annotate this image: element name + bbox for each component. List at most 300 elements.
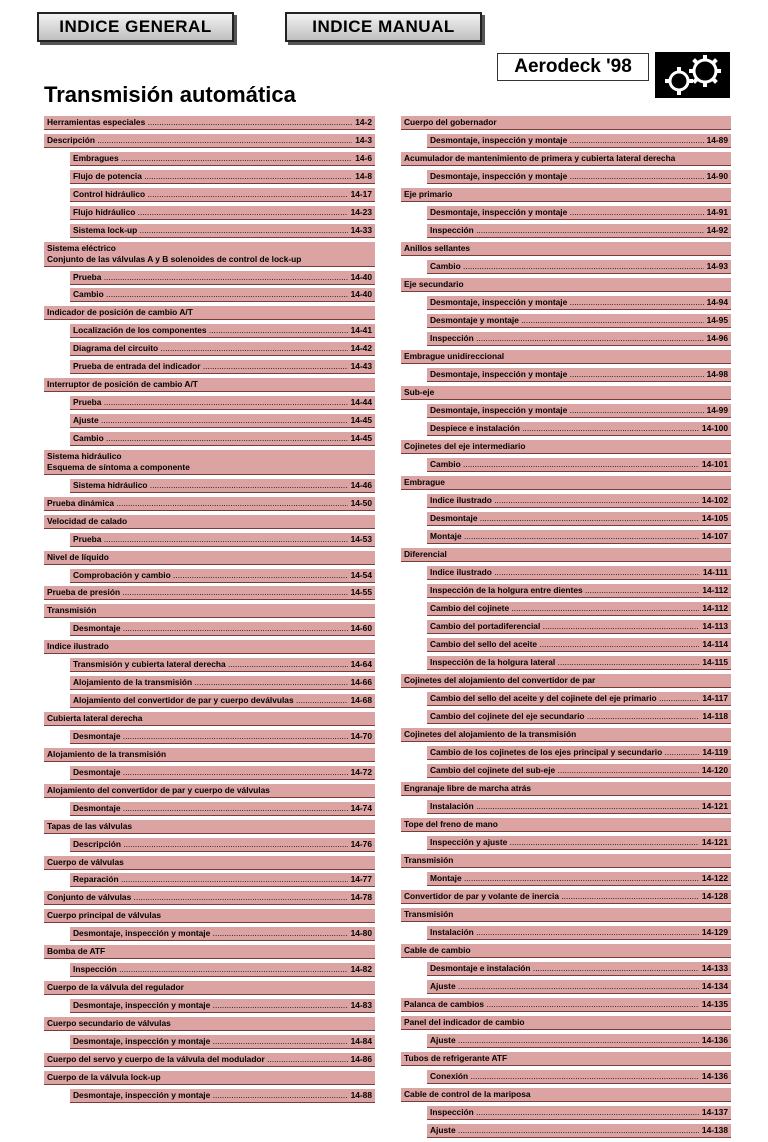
- toc-entry[interactable]: [427, 602, 731, 616]
- toc-label: Cuerpo de la válvula lock-up: [47, 1071, 161, 1082]
- toc-page-number: 14-137: [701, 1107, 728, 1117]
- toc-label: Reparación .....: [73, 874, 348, 885]
- toc-page-number: 14-112: [702, 585, 728, 595]
- toc-label: Anillos sellantes: [404, 243, 471, 253]
- toc-label: Ajuste .....: [430, 1035, 699, 1046]
- indice-general-button[interactable]: INDICE GENERAL: [37, 12, 234, 42]
- toc-entry[interactable]: [427, 530, 731, 544]
- toc-label: Cuerpo principal de válvulas: [47, 910, 162, 921]
- toc-section[interactable]: [44, 134, 375, 148]
- toc-page-number: 14-80: [350, 928, 372, 939]
- toc-label: Despiece e instalación .....: [430, 423, 699, 434]
- toc-label: Prueba de presión .....: [47, 587, 348, 598]
- toc-label: Inspección .....: [73, 964, 348, 975]
- toc-section[interactable]: [44, 604, 375, 618]
- toc-page-number: 14-8: [355, 170, 372, 181]
- toc-section[interactable]: [401, 1088, 731, 1102]
- toc-label: Montaje .....: [430, 531, 699, 542]
- toc-label: Cuerpo de la válvula del regulador: [47, 982, 184, 993]
- toc-section[interactable]: [401, 386, 731, 400]
- toc-section[interactable]: [44, 497, 375, 511]
- toc-label: Embragues .....: [73, 153, 352, 164]
- toc-section[interactable]: [401, 476, 731, 490]
- toc-page-number: 14-100: [701, 423, 728, 433]
- toc-label: Desmontaje .....: [73, 767, 348, 778]
- toc-entry[interactable]: [427, 1070, 731, 1084]
- toc-page-number: 14-119: [702, 747, 728, 757]
- toc-label: Desmontaje, inspección y montaje .....: [430, 171, 704, 182]
- toc-entry[interactable]: [427, 512, 731, 526]
- toc-page-number: 14-134: [701, 981, 728, 991]
- toc-label: Conexión .....: [430, 1071, 699, 1082]
- toc-label: Sistema lock-up .....: [73, 225, 348, 236]
- toc-label: Palanca de cambios .....: [404, 999, 699, 1010]
- toc-section[interactable]: [401, 944, 731, 958]
- toc-label: Tapas de las válvulas: [47, 820, 133, 831]
- toc-label: Comprobación y cambio .....: [73, 570, 348, 581]
- toc-label: Cojinetes del alojamiento de la transmisión: [404, 729, 577, 739]
- toc-page-number: 14-96: [706, 333, 728, 343]
- toc-entry[interactable]: [427, 458, 731, 472]
- toc-entry[interactable]: [70, 999, 375, 1013]
- toc-section[interactable]: [44, 640, 375, 654]
- toc-page-number: 14-53: [350, 533, 372, 544]
- toc-page-number: 14-99: [706, 405, 728, 415]
- toc-page-number: 14-3: [355, 134, 372, 145]
- toc-label: Transmisión: [47, 605, 97, 616]
- toc-entry[interactable]: [70, 838, 375, 852]
- toc-section[interactable]: [401, 116, 731, 130]
- toc-section[interactable]: [401, 242, 731, 256]
- toc-label: Tubos de refrigerante ATF: [404, 1053, 508, 1063]
- toc-section[interactable]: [44, 242, 375, 267]
- toc-label: Nivel de líquido: [47, 551, 109, 562]
- toc-label: Desmontaje, inspección y montaje .....: [430, 135, 704, 146]
- toc-entry[interactable]: [427, 206, 731, 220]
- toc-page-number: 14-70: [350, 730, 372, 741]
- toc-page-number: 14-90: [706, 171, 728, 181]
- toc-page-number: 14-115: [702, 657, 728, 667]
- toc-label: Sistema hidráulico .....: [73, 480, 348, 491]
- toc-label: Prueba dinámica .....: [47, 498, 348, 509]
- toc-entry[interactable]: [70, 342, 375, 356]
- toc-page-number: 14-84: [350, 1035, 372, 1046]
- gears-icon: [655, 52, 730, 98]
- toc-label: Panel del indicador de cambio: [404, 1017, 525, 1027]
- toc-section[interactable]: [44, 515, 375, 529]
- toc-page-number: 14-98: [706, 369, 728, 379]
- toc-label: Cuerpo de válvulas: [47, 856, 124, 867]
- toc-label: Montaje .....: [430, 873, 699, 884]
- toc-section[interactable]: [401, 548, 731, 562]
- toc-entry[interactable]: [427, 800, 731, 814]
- toc-entry[interactable]: [70, 802, 375, 816]
- toc-section[interactable]: [401, 152, 731, 166]
- toc-entry[interactable]: [427, 1124, 731, 1138]
- toc-page-number: 14-118: [702, 711, 728, 721]
- toc-page-number: 14-111: [702, 567, 728, 577]
- toc-label: Ajuste .....: [73, 415, 348, 426]
- toc-label: Desmontaje, inspección y montaje .....: [73, 928, 348, 939]
- toc-label: Cubierta lateral derecha: [47, 713, 143, 723]
- toc-label: Indice ilustrado: [47, 641, 109, 652]
- toc-label: Eje secundario: [404, 279, 464, 289]
- toc-page-number: 14-6: [355, 152, 372, 163]
- toc-label: Cambio de los cojinetes de los ejes principal y secundario .....: [430, 747, 699, 758]
- toc-entry[interactable]: [427, 980, 731, 994]
- toc-entry[interactable]: [427, 692, 731, 706]
- toc-entry[interactable]: [70, 432, 375, 446]
- toc-label: Cuerpo del servo y cuerpo de la válvula del modulador .....: [47, 1054, 348, 1065]
- toc-page-number: 14-121: [701, 801, 728, 811]
- toc-label: Diferencial: [404, 549, 447, 559]
- toc-label: Convertidor de par y volante de inercia .....: [404, 891, 699, 902]
- toc-label: Velocidad de calado: [47, 515, 128, 526]
- toc-section[interactable]: [401, 440, 731, 454]
- toc-page-number: 14-107: [701, 531, 728, 541]
- toc-entry[interactable]: [427, 926, 731, 940]
- toc-entry[interactable]: [70, 170, 375, 184]
- toc-page-number: 14-60: [350, 623, 372, 634]
- toc-label: Herramientas especiales .....: [47, 117, 352, 128]
- model-label: Aerodeck '98: [497, 53, 649, 81]
- toc-page-number: 14-43: [350, 361, 372, 372]
- toc-page-number: 14-86: [350, 1053, 372, 1064]
- toc-page-number: 14-68: [350, 695, 372, 706]
- toc-label: Alojamiento del convertidor de par y cuerpo de válvulas: [47, 784, 270, 795]
- toc-label: Inspección .....: [430, 225, 704, 236]
- toc-label: Cojinetes del alojamiento del convertidor de par: [404, 675, 596, 685]
- toc-page-number: 14-114: [702, 639, 728, 649]
- toc-section[interactable]: [44, 909, 375, 923]
- toc-section[interactable]: [44, 1053, 375, 1067]
- toc-label: Transmisión y cubierta lateral derecha .....: [73, 659, 348, 670]
- toc-entry[interactable]: [70, 766, 375, 780]
- toc-page-number: 14-129: [701, 927, 728, 937]
- toc-label: Flujo hidráulico .....: [73, 207, 348, 218]
- toc-label: Embrague unidireccional: [404, 351, 505, 361]
- toc-page-number: 14-89: [706, 135, 728, 145]
- toc-entry[interactable]: [70, 873, 375, 887]
- toc-entry[interactable]: [70, 188, 375, 202]
- toc-entry[interactable]: [427, 764, 731, 778]
- toc-label: Descripción .....: [73, 839, 348, 850]
- toc-label: Prueba de entrada del indicador .....: [73, 361, 348, 372]
- toc-label: Transmisión: [404, 909, 454, 919]
- toc-label: Cambio del sello del aceite y del cojinete del eje primario .....: [430, 693, 699, 704]
- toc-section[interactable]: [44, 945, 375, 959]
- toc-label: Alojamiento de la transmisión .....: [73, 677, 348, 688]
- toc-label: Tope del freno de mano: [404, 819, 498, 829]
- indice-manual-button[interactable]: INDICE MANUAL: [285, 12, 482, 42]
- toc-label: Cambio del sello del aceite .....: [430, 639, 699, 650]
- toc-section[interactable]: [44, 712, 375, 726]
- toc-label: Desmontaje .....: [430, 513, 699, 524]
- toc-label: Desmontaje y montaje .....: [430, 315, 704, 326]
- toc-entry[interactable]: [70, 694, 375, 708]
- toc-page-number: 14-74: [350, 802, 372, 813]
- toc-entry[interactable]: [427, 584, 731, 598]
- toc-page-number: 14-64: [350, 659, 372, 670]
- toc-label: Eje primario: [404, 189, 453, 199]
- toc-entry[interactable]: [70, 288, 375, 302]
- toc-label: Cojinetes del eje intermediario: [404, 441, 526, 451]
- toc-page-number: 14-2: [355, 117, 372, 127]
- toc-label: Cambio del cojinete del sub-eje .....: [430, 765, 699, 776]
- toc-page-number: 14-54: [350, 569, 372, 580]
- toc-page-number: 14-23: [350, 206, 372, 217]
- toc-label: Ajuste .....: [430, 981, 699, 992]
- toc-label: Desmontaje, inspección y montaje .....: [430, 297, 704, 308]
- toc-section[interactable]: [401, 188, 731, 202]
- toc-page-number: 14-42: [350, 343, 372, 354]
- toc-section[interactable]: [401, 728, 731, 742]
- toc-section[interactable]: [44, 116, 375, 130]
- toc-label: Inspección de la holgura entre dientes .....: [430, 585, 699, 596]
- toc-page-number: 14-135: [701, 999, 728, 1009]
- toc-page-number: 14-113: [702, 621, 728, 631]
- toc-page-number: 14-55: [350, 587, 372, 598]
- toc-label: Cambio .....: [430, 459, 699, 470]
- toc-entry[interactable]: [427, 296, 731, 310]
- toc-page-number: 14-133: [701, 963, 728, 973]
- toc-entry[interactable]: [70, 271, 375, 285]
- toc-entry[interactable]: [70, 533, 375, 547]
- toc-entry[interactable]: [70, 360, 375, 374]
- toc-entry[interactable]: [70, 569, 375, 583]
- toc-section[interactable]: [401, 998, 731, 1012]
- toc-entry[interactable]: [70, 324, 375, 338]
- toc-page-number: 14-117: [702, 693, 728, 703]
- toc-label: Cuerpo secundario de válvulas: [47, 1017, 171, 1028]
- toc-section[interactable]: [44, 586, 375, 600]
- toc-entry[interactable]: [70, 479, 375, 493]
- toc-entry[interactable]: [427, 224, 731, 238]
- toc-section[interactable]: [401, 350, 731, 364]
- toc-section[interactable]: [44, 856, 375, 870]
- toc-page-number: 14-78: [350, 892, 372, 903]
- toc-label: Cambio del portadiferencial .....: [430, 621, 699, 632]
- toc-section[interactable]: [44, 1071, 375, 1085]
- toc-label: Indice ilustrado .....: [430, 567, 700, 578]
- toc-section[interactable]: [44, 306, 375, 320]
- toc-entry[interactable]: [427, 1034, 731, 1048]
- toc-label: Engranaje libre de marcha atrás: [404, 783, 532, 793]
- toc-label: Conjunto de válvulas .....: [47, 892, 348, 903]
- toc-page-number: 14-66: [350, 677, 372, 688]
- toc-label: Desmontaje, inspección y montaje .....: [73, 1036, 348, 1047]
- toc-label: Prueba .....: [73, 272, 348, 283]
- toc-label: Cambio del cojinete .....: [430, 603, 699, 614]
- toc-section[interactable]: [44, 551, 375, 565]
- toc-label: Esquema de síntoma a componente: [47, 461, 190, 472]
- toc-section[interactable]: [401, 890, 731, 904]
- toc-section[interactable]: [401, 674, 731, 688]
- toc-page-number: 14-92: [706, 225, 728, 235]
- toc-page-number: 14-72: [350, 766, 372, 777]
- toc-label: Instalación .....: [430, 801, 699, 812]
- toc-label: Desmontaje, inspección y montaje .....: [73, 1000, 348, 1011]
- toc-section[interactable]: [44, 450, 375, 475]
- toc-entry[interactable]: [427, 656, 731, 670]
- toc-label: Conjunto de las válvulas A y B solenoides de control de lock-up: [47, 253, 302, 264]
- toc-label: Prueba .....: [73, 397, 348, 408]
- toc-page-number: 14-120: [701, 765, 728, 775]
- toc-page-number: 14-91: [706, 207, 728, 217]
- toc-page-number: 14-93: [706, 261, 728, 271]
- toc-page-number: 14-102: [701, 495, 728, 505]
- toc-label: Acumulador de mantenimiento de primera y cubierta lateral derecha: [404, 153, 676, 163]
- toc-section[interactable]: [44, 784, 375, 798]
- toc-entry[interactable]: [70, 206, 375, 220]
- toc-entry[interactable]: [427, 746, 731, 760]
- toc-label: Desmontaje, inspección y montaje .....: [73, 1090, 348, 1101]
- toc-page-number: 14-46: [350, 479, 372, 490]
- toc-entry[interactable]: [427, 1106, 731, 1120]
- toc-label: Cambio .....: [430, 261, 704, 272]
- toc-page-number: 14-83: [350, 1000, 372, 1010]
- toc-page-number: 14-122: [701, 873, 728, 883]
- toc-label: Indicador de posición de cambio A/T: [47, 307, 193, 318]
- toc-entry[interactable]: [427, 638, 731, 652]
- toc-label: Inspección .....: [430, 333, 704, 344]
- toc-entry[interactable]: [427, 872, 731, 886]
- toc-label: Cable de cambio: [404, 945, 471, 955]
- toc-entry[interactable]: [70, 414, 375, 428]
- toc-entry[interactable]: [70, 1089, 375, 1103]
- toc-right-column: [401, 116, 731, 1142]
- toc-label: Desmontaje .....: [73, 803, 348, 814]
- page-title: Transmisión automática: [44, 82, 296, 107]
- toc-page-number: 14-101: [701, 459, 728, 469]
- toc-page-number: 14-45: [350, 432, 372, 443]
- toc-label: Cuerpo del gobernador: [404, 117, 497, 127]
- toc-page-number: 14-77: [350, 874, 372, 885]
- toc-section[interactable]: [401, 854, 731, 868]
- toc-entry[interactable]: [427, 836, 731, 850]
- toc-label: Flujo de potencia .....: [73, 171, 352, 182]
- toc-label: Instalación .....: [430, 927, 699, 938]
- toc-page-number: 14-128: [701, 891, 728, 901]
- toc-page-number: 14-105: [701, 513, 728, 523]
- toc-label: Bomba de ATF: [47, 946, 106, 957]
- toc-entry[interactable]: [427, 494, 731, 508]
- toc-section[interactable]: [44, 378, 375, 392]
- toc-page-number: 14-82: [350, 964, 372, 975]
- toc-page-number: 14-44: [350, 397, 372, 408]
- toc-section[interactable]: [44, 748, 375, 762]
- toc-label: Embrague: [404, 477, 445, 487]
- toc-entry[interactable]: [427, 620, 731, 634]
- toc-label: Desmontaje, inspección y montaje .....: [430, 369, 704, 380]
- toc-page-number: 14-136: [701, 1071, 728, 1081]
- toc-section[interactable]: [401, 818, 731, 832]
- toc-label: Indice ilustrado .....: [430, 495, 699, 506]
- toc-entry[interactable]: [70, 676, 375, 690]
- toc-entry[interactable]: [427, 962, 731, 976]
- toc-label: Inspección .....: [430, 1107, 699, 1118]
- toc-left-column: [44, 116, 375, 1107]
- toc-label: Sistema eléctrico: [47, 242, 116, 253]
- toc-label: Alojamiento del convertidor de par y cuerpo deválvulas .....: [73, 695, 348, 706]
- toc-entry[interactable]: [70, 730, 375, 744]
- toc-section[interactable]: [44, 981, 375, 995]
- toc-label: Descripción .....: [47, 135, 352, 146]
- toc-entry[interactable]: [427, 260, 731, 274]
- toc-label: Transmisión: [404, 855, 454, 865]
- toc-label: Desmontaje .....: [73, 731, 348, 742]
- toc-label: Cable de control de la mariposa: [404, 1089, 531, 1099]
- toc-section[interactable]: [401, 1052, 731, 1066]
- toc-section[interactable]: [401, 908, 731, 922]
- toc-page-number: 14-40: [350, 289, 372, 300]
- toc-entry[interactable]: [427, 332, 731, 346]
- toc-entry[interactable]: [70, 927, 375, 941]
- toc-label: Control hidráulico .....: [73, 189, 348, 200]
- toc-label: Cambio .....: [73, 433, 348, 444]
- toc-page-number: 14-45: [350, 415, 372, 425]
- toc-label: Inspección de la holgura lateral .....: [430, 657, 699, 668]
- toc-section[interactable]: [401, 278, 731, 292]
- toc-entry[interactable]: [427, 404, 731, 418]
- toc-entry[interactable]: [70, 622, 375, 636]
- toc-label: Cambio del cojinete del eje secundario .....: [430, 711, 699, 722]
- toc-page-number: 14-88: [350, 1089, 372, 1100]
- toc-page-number: 14-76: [350, 838, 372, 849]
- toc-entry[interactable]: [427, 170, 731, 184]
- toc-entry[interactable]: [70, 396, 375, 410]
- toc-entry[interactable]: [427, 134, 731, 148]
- toc-section[interactable]: [44, 820, 375, 834]
- toc-page-number: 14-33: [350, 224, 372, 235]
- toc-page-number: 14-112: [702, 603, 728, 613]
- toc-label: Cambio .....: [73, 289, 348, 300]
- toc-page-number: 14-121: [701, 837, 728, 847]
- toc-entry[interactable]: [70, 1035, 375, 1049]
- toc-label: Sistema hidráulico: [47, 450, 122, 461]
- toc-page-number: 14-40: [350, 271, 372, 282]
- toc-entry[interactable]: [70, 658, 375, 672]
- toc-page-number: 14-136: [701, 1035, 728, 1045]
- toc-page-number: 14-17: [350, 188, 372, 199]
- toc-entry[interactable]: [70, 224, 375, 238]
- toc-label: Desmontaje, inspección y montaje .....: [430, 405, 704, 416]
- toc-label: Prueba .....: [73, 534, 348, 545]
- toc-label: Diagrama del circuito .....: [73, 343, 348, 354]
- toc-page-number: 14-138: [701, 1125, 728, 1135]
- toc-entry[interactable]: [427, 368, 731, 382]
- toc-label: Sub-eje: [404, 387, 435, 397]
- toc-page-number: 14-50: [350, 497, 372, 508]
- toc-page-number: 14-41: [350, 325, 372, 336]
- toc-entry[interactable]: [427, 566, 731, 580]
- toc-entry[interactable]: [70, 963, 375, 977]
- toc-entry[interactable]: [427, 422, 731, 436]
- toc-entry[interactable]: [70, 152, 375, 166]
- toc-page-number: 14-95: [706, 315, 728, 325]
- toc-label: Localización de los componentes .....: [73, 325, 348, 336]
- toc-entry[interactable]: [427, 710, 731, 724]
- toc-section[interactable]: [401, 782, 731, 796]
- toc-label: Alojamiento de la transmisión: [47, 748, 167, 759]
- toc-section[interactable]: [401, 1016, 731, 1030]
- toc-label: Interruptor de posición de cambio A/T: [47, 379, 198, 390]
- toc-entry[interactable]: [427, 314, 731, 328]
- toc-label: Desmontaje .....: [73, 623, 348, 634]
- toc-label: Desmontaje e instalación .....: [430, 963, 699, 974]
- toc-section[interactable]: [44, 891, 375, 905]
- toc-label: Desmontaje, inspección y montaje .....: [430, 207, 704, 218]
